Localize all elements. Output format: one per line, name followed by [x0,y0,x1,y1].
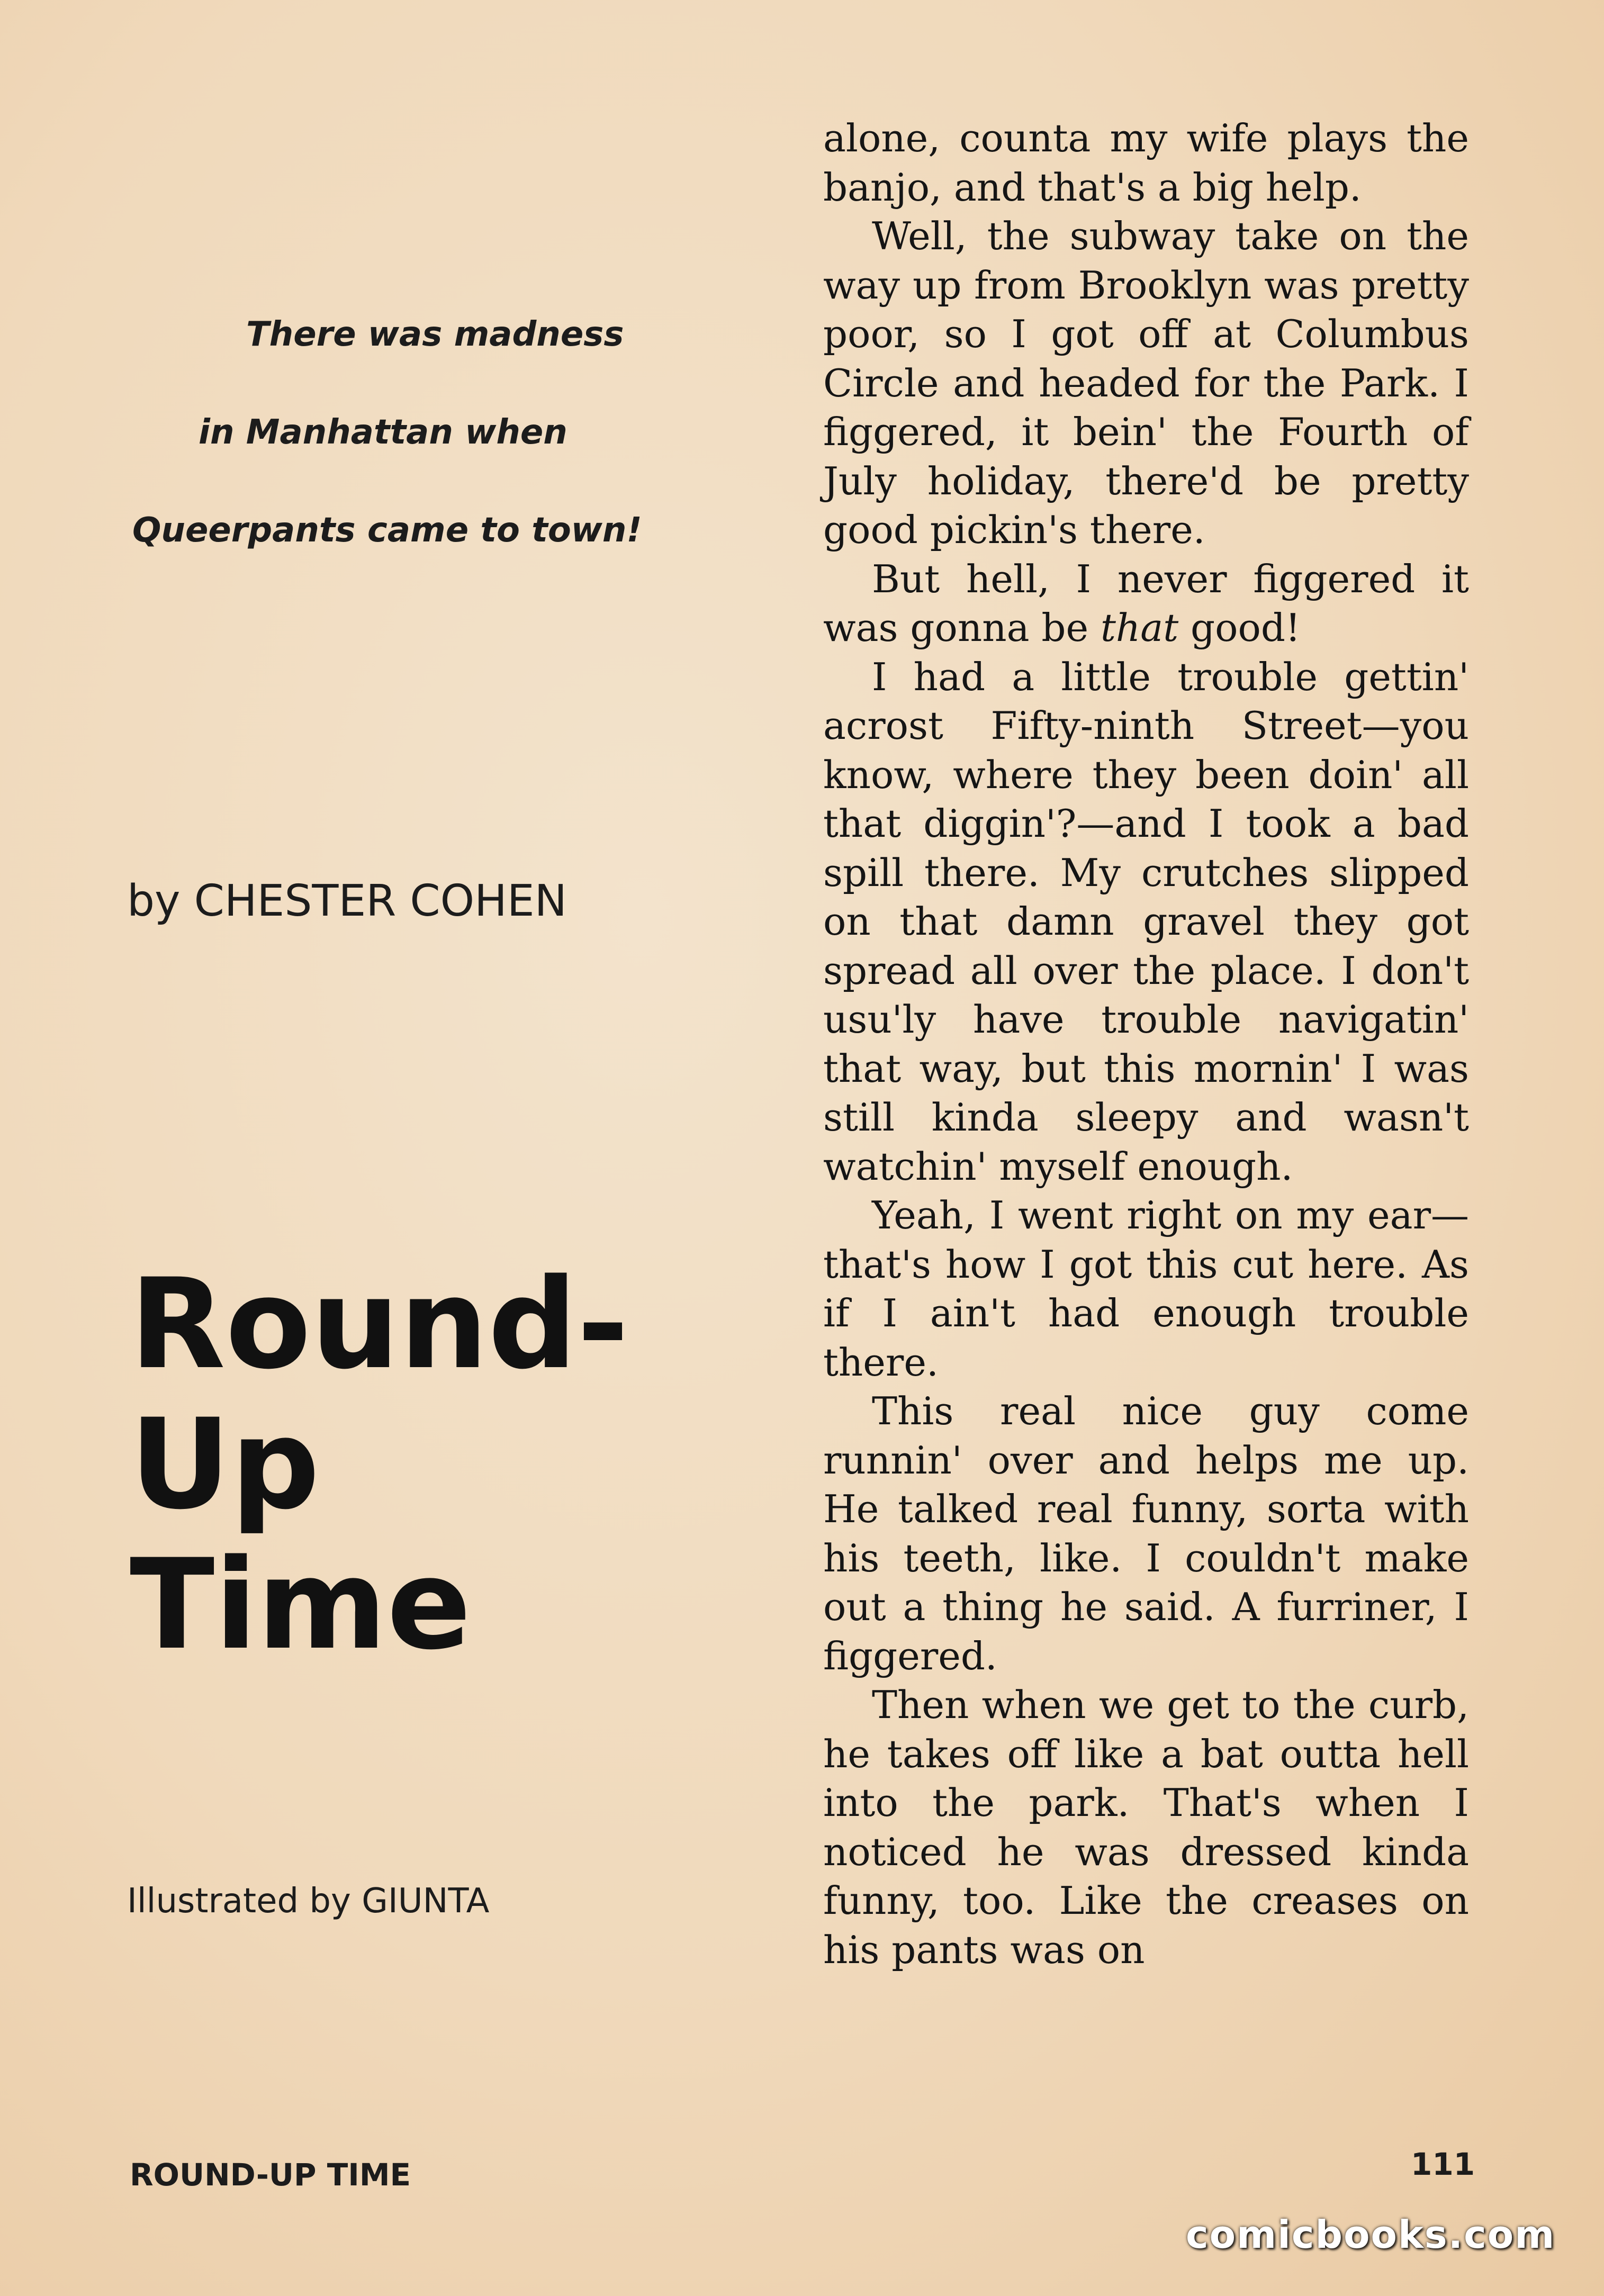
article-title-line: Time [130,1533,472,1677]
paragraph: But hell, I never figgered it was gonna be that good! [823,556,1469,650]
page-number: 111 [1411,2146,1475,2182]
paragraph: This real nice guy come runnin' over and helps me up. He talked real funny, sorta with his teeth, like. I couldn't make out a thing he said. A furriner, I figgered. [823,1389,1469,1678]
running-title: ROUND-UP TIME [130,2157,411,2193]
article-body [823,114,1469,1974]
article-title [130,1254,791,1675]
paragraph: Well, the subway take on the way up from Brooklyn was pretty poor, so I got off at Columbus Circle and headed for the Park. I figgered, it bein' the Fourth of July holiday, there'd be pretty good pickin's there. [823,214,1469,552]
paragraph: Yeah, I went right on my ear—that's how I got this cut here. As if I ain't had enough trouble there. [823,1193,1469,1385]
illustrator-credit: Illustrated by GIUNTA [127,1882,490,1921]
tagline-line: Queerpants came to town! [132,511,642,550]
paragraph: I had a little trouble gettin' acrost Fifty-ninth Street—you know, where they been doin' all that diggin'?—and I took a bad spill there. My crutches slipped on that damn gravel they got spread all over the place. I don't usu'ly have trouble navigatin' that way, but this mornin' I was still kinda sleepy and wasn't watchin' myself enough. [823,654,1469,1189]
byline: by CHESTER COHEN [127,876,567,926]
tagline-line: in Manhattan when [199,413,567,452]
paragraph: Then when we get to the curb, he takes off like a bat outta hell into the park. That's when I noticed he was dressed kinda funny, too. Like the creases on his pants was on [823,1683,1469,1972]
article-title-line: Round-Up [130,1252,629,1537]
emphasis: that [1100,605,1179,650]
tagline-line: There was madness [246,315,624,354]
paragraph: alone, counta my wife plays the banjo, and that's a big help. [823,116,1469,210]
watermark: comicbooks.com [1186,2212,1556,2257]
